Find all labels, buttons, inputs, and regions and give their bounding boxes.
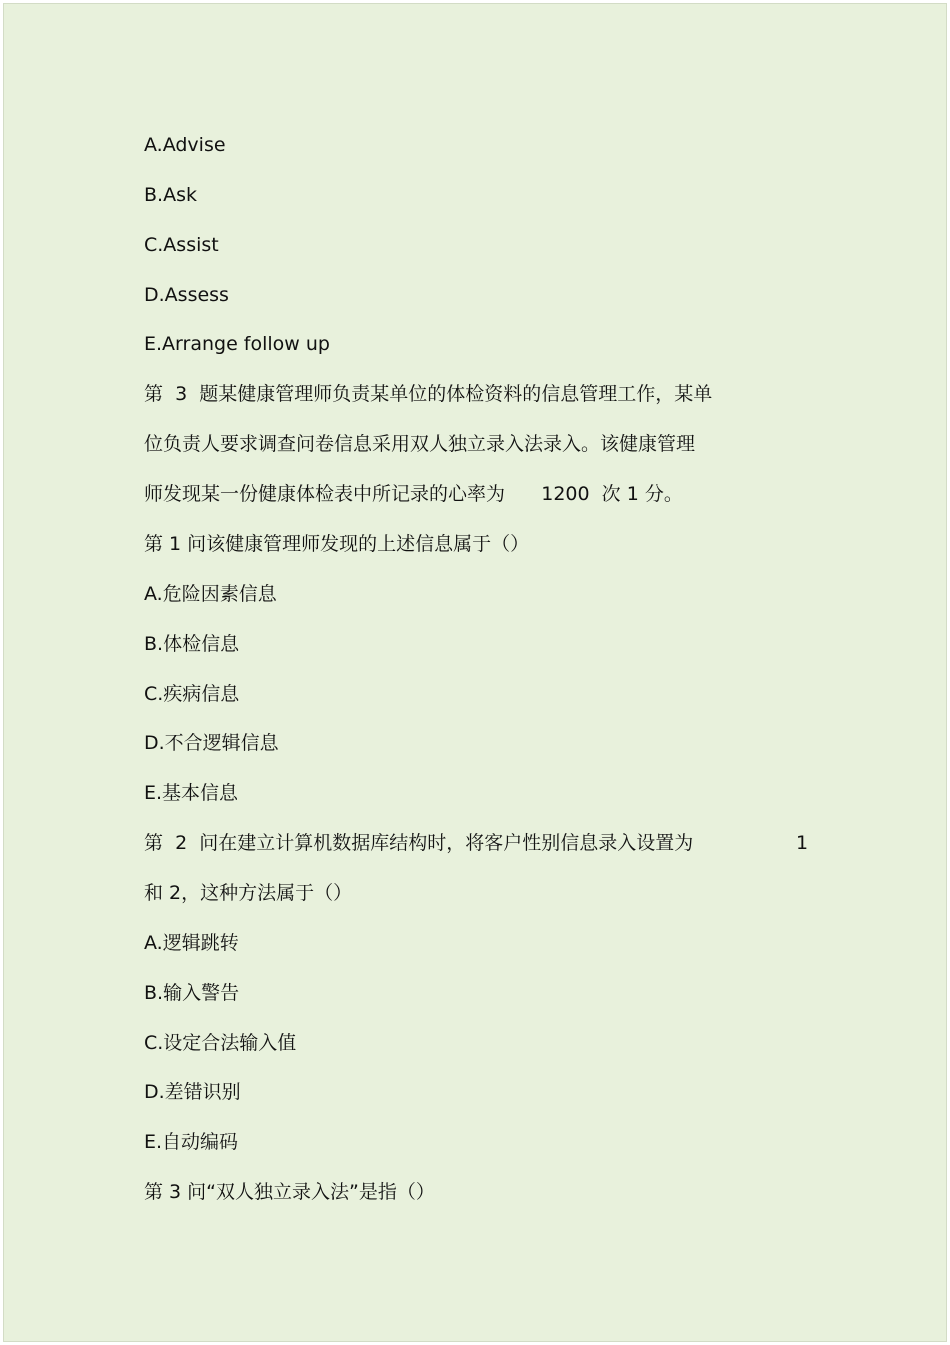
- sub-question-2-trailing-number: 1: [796, 832, 809, 854]
- sub-q1-option-e: E.基本信息: [144, 782, 239, 804]
- sub-q2-option-a: A.逻辑跳转: [144, 932, 239, 954]
- sub-q1-option-b: B.体检信息: [144, 633, 240, 655]
- sub-q2-option-e: E.自动编码: [144, 1131, 239, 1153]
- sub-question-2-line-2: 和 2，这种方法属于（）: [144, 882, 353, 904]
- sub-question-1: 第 1 问该健康管理师发现的上述信息属于（）: [144, 533, 530, 555]
- sub-q1-option-a: A.危险因素信息: [144, 583, 277, 605]
- option-d-assess: D.Assess: [144, 284, 229, 306]
- option-c-assist: C.Assist: [144, 234, 219, 256]
- option-b-ask: B.Ask: [144, 184, 197, 206]
- sub-q2-option-b: B.输入警告: [144, 982, 240, 1004]
- sub-q1-option-d: D.不合逻辑信息: [144, 732, 279, 754]
- option-a-advise: A.Advise: [144, 134, 226, 156]
- sub-question-2-line-1: 第 2 问在建立计算机数据库结构时，将客户性别信息录入设置为: [144, 832, 694, 854]
- document-page: [3, 3, 947, 1342]
- question-3-stem-line-1: 第 3 题某健康管理师负责某单位的体检资料的信息管理工作，某单: [144, 383, 713, 405]
- question-3-stem-line-2: 位负责人要求调查问卷信息采用双人独立录入法录入。该健康管理: [144, 433, 696, 455]
- sub-q2-option-d: D.差错识别: [144, 1081, 241, 1103]
- question-3-stem-line-3: 师发现某一份健康体检表中所记录的心率为 1200 次 1 分。: [144, 483, 683, 505]
- sub-q1-option-c: C.疾病信息: [144, 683, 240, 705]
- sub-question-3: 第 3 问“双人独立录入法”是指（）: [144, 1181, 435, 1203]
- option-e-arrange: E.Arrange follow up: [144, 333, 330, 355]
- sub-q2-option-c: C.设定合法输入值: [144, 1032, 297, 1054]
